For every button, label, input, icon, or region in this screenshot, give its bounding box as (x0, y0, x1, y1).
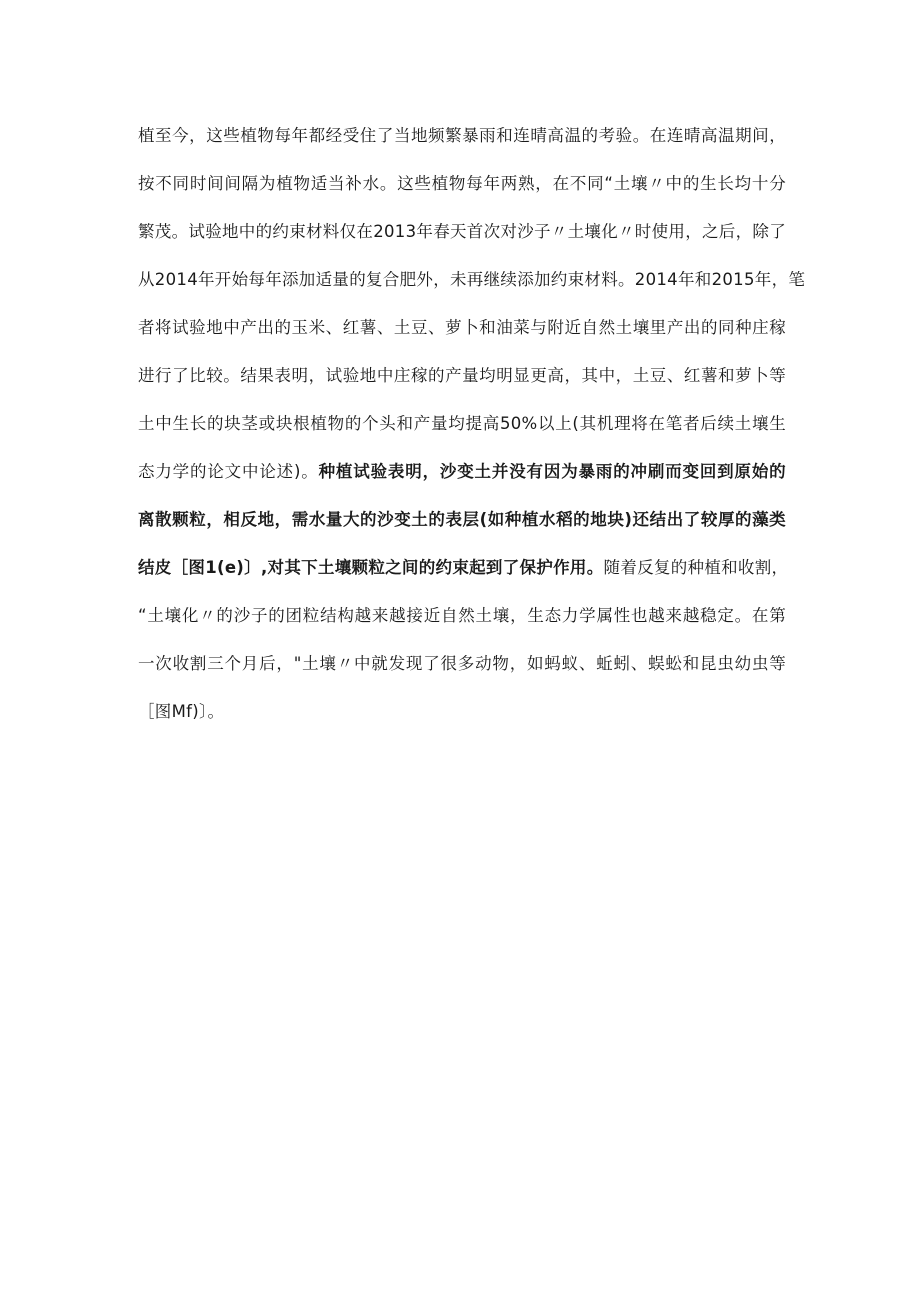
text-line (138, 214, 786, 262)
text-line (138, 598, 786, 646)
text-segment: 一次收割三个月后，"土壤〃中就发现了很多动物，如蚂蚁、蚯蚓、蜈蚣和昆虫幼虫等 (138, 654, 786, 673)
bold-text-segment: 结皮［图1(e)〕,对其下土壤颗粒之间的约束起到了保护作用。 (138, 558, 604, 577)
text-line (138, 310, 786, 358)
text-segment: 土中生长的块茎或块根植物的个头和产量均提高50%以上(其机理将在笔者后续土壤生 (138, 414, 786, 433)
text-segment: 植至今，这些植物每年都经受住了当地频繁暴雨和连晴高温的考验。在连晴高温期间， (138, 126, 786, 145)
text-line (138, 550, 789, 598)
text-line (138, 166, 786, 214)
text-segment: 者将试验地中产出的玉米、红薯、土豆、萝卜和油菜与附近自然土壤里产出的同种庄稼 (138, 318, 786, 337)
body-text (138, 118, 806, 742)
text-line (138, 118, 786, 166)
text-segment: “土壤化〃的沙子的团粒结构越来越接近自然土壤，生态力学属性也越来越稳定。在第 (138, 606, 786, 625)
text-segment: 按不同时间间隔为植物适当补水。这些植物每年两熟，在不同“土壤〃中的生长均十分 (138, 174, 786, 193)
text-segment: 繁茂。试验地中的约束材料仅在2013年春天首次对沙子〃土壤化〃时使用，之后，除了 (138, 222, 786, 241)
text-line (138, 358, 786, 406)
text-line (138, 694, 786, 742)
text-segment: 从2014年开始每年添加适量的复合肥外，未再继续添加约束材料。2014年和2015年，笔 (138, 270, 806, 289)
text-segment: 进行了比较。结果表明，试验地中庄稼的产量均明显更高，其中，土豆、红薯和萝卜等 (138, 366, 786, 385)
text-line (138, 454, 786, 502)
bold-text-segment: 种植试验表明，沙变土并没有因为暴雨的冲刷而变回到原始的 (318, 462, 786, 481)
text-segment: 随着反复的种植和收割， (603, 558, 789, 577)
text-line (138, 502, 786, 550)
text-line (138, 262, 806, 310)
text-segment: ［图Mf)〕。 (138, 702, 225, 721)
text-line (138, 646, 786, 694)
bold-text-segment: 离散颗粒，相反地，需水量大的沙变土的表层(如种植水稻的地块)还结出了较厚的藻类 (138, 510, 786, 529)
text-line (138, 406, 786, 454)
text-segment: 态力学的论文中论述)。 (138, 462, 319, 481)
